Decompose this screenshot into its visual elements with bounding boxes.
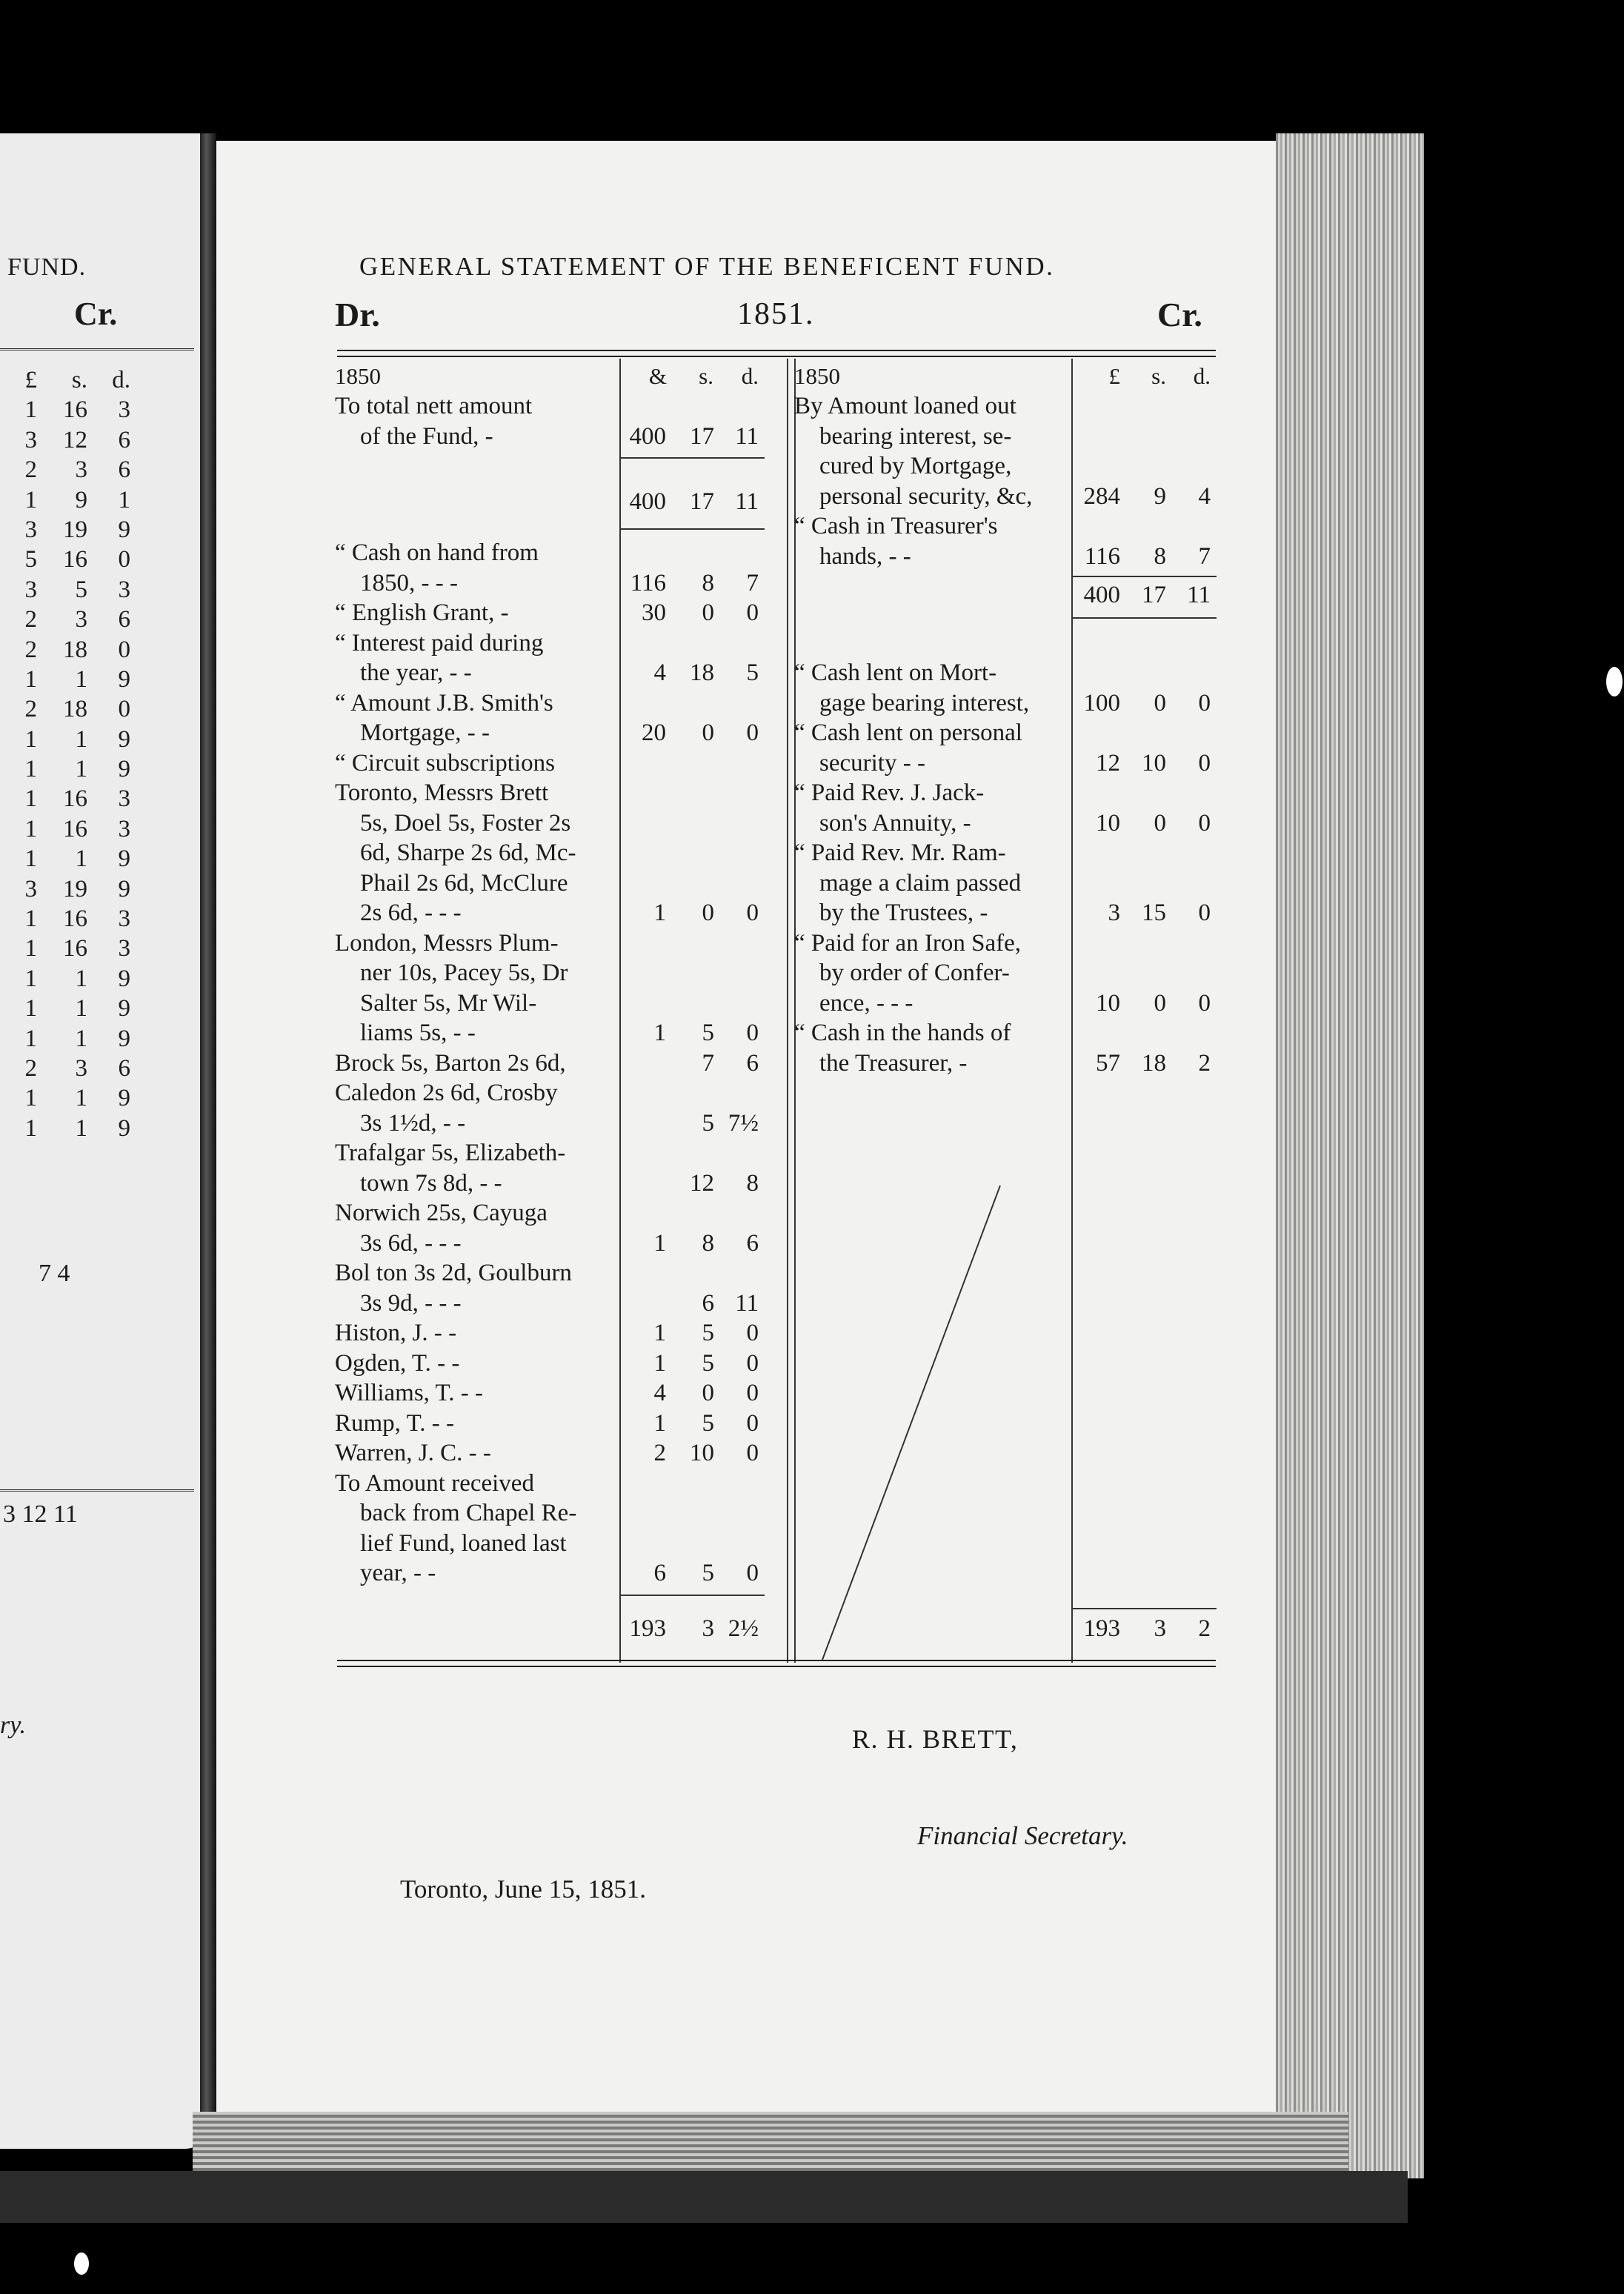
- pence-header: d.: [112, 367, 130, 393]
- left-ledger-row: [0, 665, 130, 694]
- shillings-amount: 0: [702, 900, 714, 926]
- credit-entry-line: “ Paid Rev. Mr. Ram-: [794, 840, 1006, 866]
- credit-entry-line: gage bearing interest,: [819, 689, 1030, 717]
- shillings-amount: 5: [702, 1109, 714, 1137]
- date-line: Toronto, June 15, 1851.: [400, 1875, 646, 1904]
- pounds-amount: 1: [653, 1229, 666, 1257]
- pence-amount: 0: [746, 1560, 759, 1586]
- pence-amount: 5: [746, 659, 759, 686]
- debit-entry-line: Rump, T. - -: [335, 1409, 455, 1437]
- pence-value: 9: [118, 845, 130, 873]
- pounds-header: £: [24, 367, 37, 393]
- debit-entry-line: back from Chapel Re-: [360, 1500, 577, 1526]
- shillings-value: 16: [63, 785, 87, 813]
- pence-amount: 11: [735, 1289, 759, 1317]
- shillings-value: 19: [63, 875, 87, 902]
- debit-entry-line: To total nett amount: [335, 393, 533, 419]
- pounds-amount: 400: [1083, 582, 1120, 608]
- pounds-amount: 193: [629, 1615, 666, 1642]
- pence-value: 9: [118, 665, 130, 693]
- pence-amount: 7: [1198, 542, 1211, 570]
- pence-amount: 11: [735, 488, 759, 515]
- debit-entry-line: 3s 9d, - - -: [360, 1289, 462, 1317]
- shillings-header: s.: [71, 367, 87, 393]
- debit-entry-line: “ Interest paid during: [335, 629, 544, 656]
- shillings-amount: 0: [702, 599, 714, 626]
- credit-entry-line: bearing interest, se-: [819, 422, 1012, 450]
- credit-entry-line: security - -: [819, 749, 925, 777]
- pounds-value: 1: [24, 665, 37, 693]
- shillings-value: 1: [75, 756, 87, 783]
- bottom-page-edges: [193, 2112, 1348, 2171]
- shillings-amount: 10: [690, 1440, 714, 1466]
- debit-entry-line: Salter 5s, Mr Wil-: [360, 989, 537, 1017]
- pounds-value: 1: [24, 785, 37, 813]
- shillings-value: 1: [75, 725, 87, 753]
- pence-value: 0: [118, 696, 130, 723]
- pence-amount: 6: [746, 1229, 759, 1257]
- debit-entry-line: Phail 2s 6d, McClure: [360, 869, 568, 897]
- left-ledger-row: [0, 814, 130, 844]
- credit-entry-line: “ Cash lent on Mort-: [794, 659, 997, 686]
- debit-entry-line: Brock 5s, Barton 2s 6d,: [335, 1049, 566, 1077]
- left-ledger-row: [0, 904, 130, 934]
- credit-entry-line: “ Cash in the hands of: [794, 1020, 1011, 1046]
- shillings-header: s.: [1151, 363, 1166, 389]
- debit-entry-line: Trafalgar 5s, Elizabeth-: [335, 1140, 566, 1166]
- pence-value: 9: [118, 1114, 130, 1142]
- pence-amount: 7: [746, 569, 759, 596]
- scan-speck: [74, 2253, 89, 2275]
- pence-amount: 0: [746, 599, 759, 626]
- debit-entry-line: of the Fund, -: [360, 422, 493, 450]
- debit-entry-line: 2s 6d, - - -: [360, 900, 462, 926]
- shillings-value: 18: [63, 636, 87, 663]
- pounds-value: 3: [24, 875, 37, 902]
- debit-entry-line: 6d, Sharpe 2s 6d, Mc-: [360, 840, 576, 866]
- left-ledger-row: [0, 485, 130, 515]
- pence-value: 3: [118, 905, 130, 933]
- shillings-amount: 3: [702, 1615, 714, 1642]
- pounds-value: 1: [24, 845, 37, 873]
- pounds-value: 2: [24, 606, 37, 634]
- pence-amount: 0: [746, 719, 759, 746]
- left-page-title: FUND.: [7, 253, 87, 281]
- credit-total-rule: [1071, 1608, 1217, 1609]
- pence-value: 9: [118, 756, 130, 783]
- pounds-amount: 20: [642, 719, 666, 746]
- shillings-value: 16: [63, 396, 87, 424]
- pence-amount: 0: [1198, 900, 1211, 926]
- shillings-amount: 5: [702, 1020, 714, 1046]
- left-ledger-row: [0, 844, 130, 874]
- header-rule-2: [337, 356, 1216, 357]
- pence-amount: 0: [1198, 809, 1211, 837]
- pence-value: 0: [118, 636, 130, 663]
- pounds-amount: 2: [653, 1440, 666, 1466]
- debit-entry-line: Ogden, T. - -: [335, 1349, 460, 1377]
- pence-header: d.: [741, 363, 759, 389]
- left-page-signature-fragment: ry.: [0, 1712, 26, 1739]
- shillings-amount: 0: [702, 719, 714, 746]
- pence-amount: 0: [746, 1020, 759, 1046]
- left-page-cr-label: Cr.: [74, 296, 118, 332]
- pounds-amount: 193: [1083, 1615, 1120, 1642]
- pence-value: 9: [118, 965, 130, 992]
- debit-entry-line: liams 5s, - -: [360, 1020, 476, 1046]
- statement-title: GENERAL STATEMENT OF THE BENEFICENT FUND.: [359, 252, 1055, 281]
- credit-entry-line: son's Annuity, -: [819, 809, 971, 837]
- debit-entry-line: 3s 6d, - - -: [360, 1229, 462, 1257]
- pounds-value: 5: [24, 546, 37, 574]
- debit-entry-line: Norwich 25s, Cayuga: [335, 1200, 548, 1226]
- pence-amount: 0: [746, 1320, 759, 1346]
- shillings-amount: 18: [690, 659, 714, 686]
- shillings-header: s.: [699, 363, 713, 389]
- left-page-total: 3 12 11: [3, 1500, 78, 1528]
- shillings-value: 16: [63, 546, 87, 574]
- pounds-value: 3: [24, 516, 37, 543]
- left-ledger-row: [0, 784, 130, 814]
- pounds-value: 1: [24, 815, 37, 842]
- shillings-amount: 17: [690, 422, 714, 450]
- pence-value: 0: [118, 546, 130, 574]
- shillings-amount: 8: [1154, 542, 1166, 570]
- shillings-value: 3: [75, 1054, 87, 1082]
- shillings-value: 1: [75, 1114, 87, 1142]
- pence-amount: 0: [746, 900, 759, 926]
- pounds-amount: 10: [1096, 809, 1120, 837]
- pence-amount: 0: [1198, 989, 1211, 1017]
- pence-value: 3: [118, 935, 130, 963]
- pounds-amount: 400: [629, 422, 666, 450]
- debit-entry-line: London, Messrs Plum-: [335, 929, 559, 957]
- left-ledger-row: [0, 994, 130, 1023]
- pounds-amount: 4: [653, 659, 666, 686]
- debit-entry-line: Bol ton 3s 2d, Goulburn: [335, 1260, 572, 1286]
- pence-value: 9: [118, 516, 130, 543]
- debit-entry-line: 1850, - - -: [360, 569, 458, 596]
- debit-total-rule: [619, 1595, 765, 1596]
- shillings-value: 5: [75, 576, 87, 603]
- pounds-amount: 6: [653, 1560, 666, 1586]
- debit-entry-line: Williams, T. - -: [335, 1380, 483, 1406]
- pounds-amount: 1: [653, 1320, 666, 1346]
- pounds-value: 1: [24, 396, 37, 424]
- shillings-value: 1: [75, 965, 87, 992]
- left-ledger-row: [0, 754, 130, 784]
- left-ledger-row: [0, 1083, 130, 1113]
- debit-entry-line: the year, - -: [360, 659, 472, 686]
- debit-entry-line: “ Amount J.B. Smith's: [335, 689, 553, 717]
- left-ledger-row: [0, 575, 130, 605]
- left-ledger-row: [0, 874, 130, 904]
- shillings-amount: 0: [1154, 809, 1166, 837]
- pence-amount: 2: [1198, 1049, 1211, 1077]
- pounds-value: 2: [24, 1054, 37, 1082]
- shillings-amount: 8: [702, 1229, 714, 1257]
- left-ledger-row: [0, 725, 130, 754]
- shillings-amount: 5: [702, 1560, 714, 1586]
- shillings-amount: 5: [702, 1320, 714, 1346]
- footer-rule-2: [337, 1666, 1216, 1667]
- shillings-amount: 3: [1154, 1615, 1166, 1642]
- statement-year: 1851.: [737, 297, 815, 331]
- shillings-value: 1: [75, 845, 87, 873]
- pence-amount: 4: [1198, 482, 1211, 510]
- pounds-amount: 400: [629, 488, 666, 515]
- shillings-value: 16: [63, 905, 87, 933]
- debit-subtotal-rule: [619, 457, 765, 459]
- pence-amount: 2: [1198, 1615, 1211, 1642]
- pounds-value: 1: [24, 935, 37, 963]
- left-ledger-row: [0, 1054, 130, 1083]
- page-edges: [1276, 133, 1424, 2178]
- shillings-amount: 15: [1142, 900, 1166, 926]
- pence-amount: 6: [746, 1049, 759, 1077]
- shillings-amount: 0: [702, 1380, 714, 1406]
- pence-value: 3: [118, 396, 130, 424]
- pounds-header: £: [1108, 363, 1120, 389]
- shillings-amount: 5: [702, 1409, 714, 1437]
- pence-amount: 2½: [728, 1615, 759, 1642]
- shillings-value: 18: [63, 696, 87, 723]
- left-ledger-row: [0, 934, 130, 963]
- pence-value: 9: [118, 995, 130, 1023]
- pence-value: 9: [118, 875, 130, 902]
- left-page-rule: [0, 348, 194, 350]
- credit-subtotal-rule: [1071, 576, 1217, 577]
- debit-entry-line: Histon, J. - -: [335, 1320, 457, 1346]
- pounds-value: 1: [24, 486, 37, 513]
- pence-value: 9: [118, 1025, 130, 1052]
- shillings-value: 1: [75, 995, 87, 1023]
- header-rule: [337, 350, 1216, 351]
- pounds-amount: 116: [1084, 542, 1120, 570]
- pence-amount: 0: [746, 1380, 759, 1406]
- shillings-value: 12: [63, 426, 87, 453]
- pence-amount: 8: [746, 1169, 759, 1197]
- left-ledger-row: [0, 1024, 130, 1054]
- shillings-amount: 8: [702, 569, 714, 596]
- pounds-amount: 12: [1096, 749, 1120, 777]
- pounds-amount: 1: [653, 1409, 666, 1437]
- credit-entry-line: ence, - - -: [819, 989, 914, 1017]
- credit-entry-line: “ Paid Rev. J. Jack-: [794, 779, 985, 806]
- shillings-value: 1: [75, 1025, 87, 1052]
- debit-subtotal-rule-2: [619, 528, 765, 530]
- pounds-value: 2: [24, 636, 37, 663]
- pounds-amount: 1: [653, 1349, 666, 1377]
- credit-filler-diagonal: [808, 1178, 1015, 1667]
- credit-entry-line: cured by Mortgage,: [819, 453, 1012, 479]
- shillings-value: 3: [75, 456, 87, 484]
- book-cover-bottom: [0, 2171, 1408, 2223]
- pence-value: 9: [118, 1085, 130, 1112]
- left-page-total-rule: [0, 1489, 194, 1492]
- shillings-amount: 10: [1142, 749, 1166, 777]
- debit-entry-line: 5s, Doel 5s, Foster 2s: [360, 809, 571, 837]
- shillings-value: 9: [75, 486, 87, 513]
- pounds-value: 1: [24, 1025, 37, 1052]
- pence-value: 3: [118, 815, 130, 842]
- pounds-value: 1: [24, 1085, 37, 1112]
- pounds-amount: 4: [653, 1380, 666, 1406]
- pence-amount: 0: [1198, 689, 1211, 717]
- pence-value: 1: [118, 486, 130, 513]
- debit-entry-line: Warren, J. C. - -: [335, 1440, 491, 1466]
- shillings-amount: 17: [1142, 582, 1166, 608]
- credit-entry-line: hands, - -: [819, 542, 911, 570]
- pence-amount: 0: [746, 1349, 759, 1377]
- shillings-amount: 0: [1154, 989, 1166, 1017]
- credit-entry-line: the Treasurer, -: [819, 1049, 968, 1077]
- left-ledger-row: [0, 694, 130, 724]
- shillings-amount: 5: [702, 1349, 714, 1377]
- credit-entry-line: “ Paid for an Iron Safe,: [794, 929, 1022, 957]
- debit-entry-line: Caledon 2s 6d, Crosby: [335, 1080, 558, 1106]
- pence-value: 9: [118, 725, 130, 753]
- pounds-amount: 1: [653, 900, 666, 926]
- left-ledger-header: [0, 365, 130, 395]
- shillings-value: 1: [75, 665, 87, 693]
- shillings-value: 3: [75, 606, 87, 634]
- signature-title: Financial Secretary.: [917, 1821, 1128, 1850]
- debit-entry-line: year, - -: [360, 1560, 436, 1586]
- shillings-value: 16: [63, 815, 87, 842]
- left-page-ledger: [0, 365, 130, 1143]
- credit-entry-line: By Amount loaned out: [794, 393, 1016, 419]
- pounds-amount: 10: [1096, 989, 1120, 1017]
- shillings-amount: 0: [1154, 689, 1166, 717]
- debit-entry-line: “ Circuit subscriptions: [335, 749, 555, 777]
- pounds-amount: 1: [653, 1020, 666, 1046]
- book-gutter: [200, 133, 216, 2149]
- left-ledger-row: [0, 964, 130, 994]
- footer-rule: [337, 1660, 1216, 1661]
- pence-header: d.: [1193, 363, 1211, 389]
- pence-amount: 11: [735, 422, 759, 450]
- credit-subtotal-rule-2: [1071, 617, 1217, 619]
- pence-amount: 0: [1198, 749, 1211, 777]
- pounds-value: 2: [24, 456, 37, 484]
- shillings-value: 1: [75, 1085, 87, 1112]
- left-page-value: 7 4: [39, 1260, 70, 1287]
- shillings-amount: 7: [702, 1049, 714, 1077]
- pounds-amount: 57: [1096, 1049, 1120, 1077]
- debit-entry-line: “ English Grant, -: [335, 599, 509, 626]
- pounds-amount: 284: [1083, 482, 1120, 510]
- pounds-value: 1: [24, 965, 37, 992]
- credit-entry-line: by order of Confer-: [819, 960, 1010, 986]
- left-ledger-row: [0, 605, 130, 634]
- shillings-amount: 6: [702, 1289, 714, 1317]
- debit-entry-line: Toronto, Messrs Brett: [335, 779, 549, 806]
- left-ledger-row: [0, 1114, 130, 1143]
- pounds-amount: 116: [630, 569, 666, 596]
- pounds-value: 1: [24, 756, 37, 783]
- debit-entry-line: To Amount received: [335, 1469, 534, 1497]
- credit-year-header: 1850: [794, 363, 840, 389]
- pounds-value: 3: [24, 576, 37, 603]
- left-ledger-row: [0, 545, 130, 574]
- debit-entry-line: town 7s 8d, - -: [360, 1169, 502, 1197]
- left-ledger-row: [0, 395, 130, 425]
- signature-name: R. H. BRETT,: [852, 1724, 1019, 1754]
- pence-amount: 7½: [728, 1109, 759, 1137]
- pounds-value: 1: [24, 1114, 37, 1142]
- debit-entry-line: Mortgage, - -: [360, 719, 490, 746]
- pence-value: 6: [118, 606, 130, 634]
- pence-value: 6: [118, 1054, 130, 1082]
- pounds-amount: 100: [1083, 689, 1120, 717]
- pence-amount: 0: [746, 1440, 759, 1466]
- pence-amount: 11: [1187, 582, 1211, 608]
- shillings-amount: 12: [690, 1169, 714, 1197]
- pounds-header: &: [648, 363, 667, 389]
- debit-entry-line: lief Fund, loaned last: [360, 1529, 567, 1557]
- debit-entry-line: 3s 1½d, - -: [360, 1109, 466, 1137]
- pounds-value: 2: [24, 696, 37, 723]
- shillings-amount: 18: [1142, 1049, 1166, 1077]
- debit-entry-line: “ Cash on hand from: [335, 539, 539, 566]
- pence-value: 3: [118, 785, 130, 813]
- pounds-value: 3: [24, 426, 37, 453]
- shillings-value: 16: [63, 935, 87, 963]
- pounds-value: 1: [24, 995, 37, 1023]
- left-ledger-row: [0, 455, 130, 485]
- scan-speck: [1606, 667, 1623, 696]
- shillings-amount: 17: [690, 488, 714, 515]
- credit-entry-line: by the Trustees, -: [819, 900, 988, 926]
- shillings-amount: 9: [1154, 482, 1166, 510]
- pounds-value: 1: [24, 905, 37, 933]
- pence-value: 6: [118, 426, 130, 453]
- pence-value: 3: [118, 576, 130, 603]
- shillings-value: 19: [63, 516, 87, 543]
- pounds-value: 1: [24, 725, 37, 753]
- left-ledger-row: [0, 635, 130, 665]
- pounds-amount: 30: [642, 599, 666, 626]
- dr-label: Dr.: [335, 296, 380, 333]
- debit-entry-line: ner 10s, Pacey 5s, Dr: [360, 960, 568, 986]
- credit-entry-line: personal security, &c,: [819, 482, 1033, 510]
- left-ledger-row: [0, 425, 130, 455]
- credit-entry-line: “ Cash lent on personal: [794, 719, 1022, 746]
- credit-entry-line: “ Cash in Treasurer's: [794, 513, 998, 539]
- cr-label: Cr.: [1157, 296, 1202, 333]
- pence-value: 6: [118, 456, 130, 484]
- pounds-amount: 3: [1108, 900, 1120, 926]
- credit-entry-line: mage a claim passed: [819, 869, 1022, 897]
- pence-amount: 0: [746, 1409, 759, 1437]
- debit-year-header: 1850: [335, 363, 381, 389]
- center-separator: [787, 359, 788, 1663]
- left-ledger-row: [0, 515, 130, 545]
